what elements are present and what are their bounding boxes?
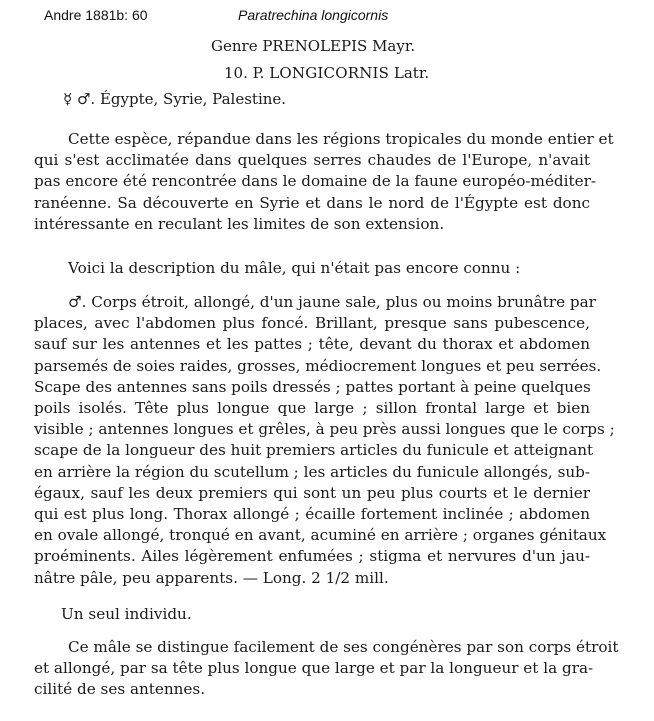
text-line: poils isolés. Tête plus longue que large ; sillon frontal large et bien (34, 399, 590, 418)
text-line: en arrière la région du scutellum ; les articles du funicule allongés, sub- (34, 462, 590, 481)
text-line: parsemés de soies raides, grosses, médiocrement longues et peu serrées. (34, 356, 602, 375)
species-heading (224, 64, 429, 82)
citation-header (44, 7, 389, 23)
text-line: Scape des antennes sans poils dressés ; pattes portant à peine quelques (34, 377, 591, 396)
text-line: et allongé, par sa tête plus longue que large et par la longueur et la gra- (34, 659, 594, 678)
text-line: pas encore été rencontrée dans le domaine de la faune européo-méditer- (34, 172, 596, 191)
text-line: places, avec l'abdomen plus foncé. Brillant, presque sans pubescence, (34, 314, 590, 333)
species-name: LONGICORNIS (269, 64, 390, 82)
citation-text: Andre 1881b: 60 (44, 7, 148, 23)
text-line: Cette espèce, répandue dans les régions tropicales du monde entier et (68, 130, 614, 148)
text-line: qui s'est acclimatée dans quelques serres chaudes de l'Europe, n'avait (34, 151, 590, 170)
paragraph-diagnosis (34, 637, 619, 701)
locality-places: Égypte, Syrie, Palestine. (99, 90, 287, 108)
text-line: Un seul individu. (61, 605, 192, 623)
text-line: en ovale allongé, tronqué en avant, acuminé en arrière ; organes génitaux (34, 526, 607, 545)
paragraph-specimen-count (61, 604, 361, 625)
text-line: nâtre pâle, peu apparents. — Long. 2 1/2 mill. (34, 568, 389, 587)
text-line: sauf sur les antennes et les pattes ; tête, devant du thorax et abdomen (34, 335, 590, 354)
species-number: 10. P. (224, 64, 265, 82)
text-line: proéminents. Ailes légèrement enfumées ; stigma et nervures d'un jau- (34, 547, 590, 566)
text-line: visible ; antennes longues et grêles, à peu près aussi longues que le corps ; (34, 420, 615, 439)
species-author: Latr. (393, 64, 430, 82)
text-line: égaux, sauf les deux premiers qui sont un peu plus courts et le dernier (34, 483, 590, 502)
paragraph-male-description (34, 292, 615, 589)
paragraph-distribution (34, 129, 614, 235)
text-line: ♂. Corps étroit, allongé, d'un jaune sale, plus ou moins brunâtre par (68, 293, 596, 311)
genus-heading: Genre PRENOLEPIS Mayr. (211, 37, 416, 55)
paragraph-intro (68, 258, 568, 279)
text-line: scape de la longueur des huit premiers articles du funicule et atteignant (34, 441, 594, 460)
sex-symbols: ☿ ♂. (63, 90, 96, 108)
text-line: qui est plus long. Thorax allongé ; écaille fortement inclinée ; abdomen (34, 505, 590, 524)
text-line: intéressante en reculant les limites de son extension. (34, 214, 445, 233)
text-line: ranéenne. Sa découverte en Syrie et dans le nord de l'Égypte est donc (34, 193, 590, 212)
taxon-name: Paratrechina longicornis (238, 7, 389, 23)
text-line: Voici la description du mâle, qui n'était pas encore connu : (68, 259, 521, 277)
locality-line (63, 90, 286, 108)
text-line: cilité de ses antennes. (34, 680, 206, 699)
text-line: Ce mâle se distingue facilement de ses congénères par son corps étroit (68, 638, 619, 656)
